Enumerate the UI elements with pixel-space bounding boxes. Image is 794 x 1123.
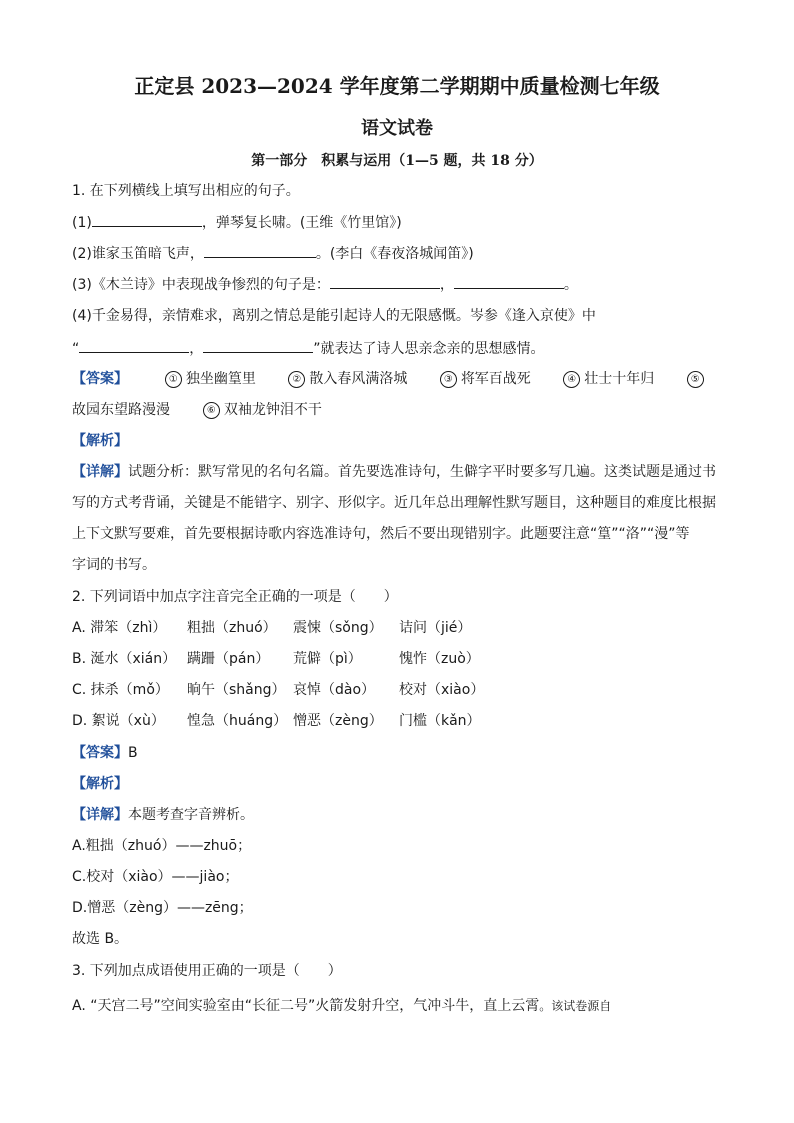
circled-number: ⑤ bbox=[687, 371, 704, 388]
q2-detail-line: D.憎恶（zèng）——zēng； bbox=[72, 900, 253, 916]
q1-item-2-text: (2)谁家玉笛暗飞声， bbox=[72, 246, 204, 262]
answer-item: ⑥ 双袖龙钟泪不干 bbox=[203, 402, 322, 418]
answer-tag: 【答案】 bbox=[72, 745, 128, 761]
q1-item-2 bbox=[72, 243, 722, 264]
exam-subtitle: 语文试卷 bbox=[361, 118, 433, 139]
q1-item-4-open: “ bbox=[72, 341, 80, 357]
q1-answer-line bbox=[72, 369, 722, 389]
answer-item: ③ 将军百战死 bbox=[440, 371, 531, 387]
answer-item: 故园东望路漫漫 bbox=[72, 402, 170, 418]
answer-item: ④ 壮士十年归 bbox=[563, 371, 654, 387]
q1-item-2-source: 。(李白《春夜洛城闻笛》) bbox=[315, 246, 474, 262]
q1-item-4-close: ”就表达了诗人思亲念亲的思想感情。 bbox=[313, 341, 545, 357]
q2-answer: B bbox=[128, 745, 138, 761]
q2-option-b: B. 涎水（xián） 蹒跚（pán） 荒僻（pì） 愧怍（zuò） bbox=[72, 651, 480, 667]
answer-blank[interactable] bbox=[454, 274, 564, 289]
q1-answer-line-2 bbox=[72, 400, 722, 420]
answer-item: ① 独坐幽篁里 bbox=[165, 371, 256, 387]
q2-detail-line: 故选 B。 bbox=[72, 931, 129, 947]
circled-number: ④ bbox=[563, 371, 580, 388]
q1-item-1 bbox=[72, 212, 722, 233]
q1-item-4: (4)千金易得，亲情难求，离别之情总是能引起诗人的无限感慨。岑参《逢入京使》中 bbox=[72, 308, 596, 324]
q1-item-3-sep: ， bbox=[439, 277, 454, 293]
q1-detail-line: 上下文默写要难，首先要根据诗歌内容选准诗句，然后不要出现错别字。此题要注意“篁”“洛”“漫”等 bbox=[72, 526, 690, 542]
q2-option-d: D. 絮说（xù） 惶急（huáng） 憎恶（zèng） 门槛（kǎn） bbox=[72, 713, 481, 729]
answer-item bbox=[687, 371, 708, 387]
q1-stem: 1. 在下列横线上填写出相应的句子。 bbox=[72, 183, 300, 199]
q2-answer-line bbox=[72, 743, 722, 763]
circled-number: ③ bbox=[440, 371, 457, 388]
q2-detail-line: A.粗拙（zhuó）——zhuō； bbox=[72, 838, 252, 854]
answer-blank[interactable] bbox=[79, 338, 189, 353]
q1-item-3 bbox=[72, 274, 722, 295]
exam-title: 正定县 2023—2024 学年度第二学期期中质量检测七年级 bbox=[134, 74, 660, 98]
answer-blank[interactable] bbox=[330, 274, 440, 289]
answer-blank[interactable] bbox=[203, 338, 313, 353]
circled-number: ② bbox=[288, 371, 305, 388]
answer-tag: 【答案】 bbox=[72, 371, 128, 387]
q3-stem: 3. 下列加点成语使用正确的一项是（ ） bbox=[72, 963, 342, 979]
detail-tag: 【详解】 bbox=[72, 464, 128, 480]
q1-detail-line: 字词的书写。 bbox=[72, 557, 156, 573]
analysis-tag: 【解析】 bbox=[72, 776, 128, 792]
q1-item-4-sep: ， bbox=[189, 341, 204, 357]
analysis-tag: 【解析】 bbox=[72, 433, 128, 449]
section-heading: 第一部分 积累与运用（1—5 题，共 18 分） bbox=[251, 153, 543, 169]
q1-item-4-blanks bbox=[72, 338, 722, 359]
q1-item-1-prefix: (1) bbox=[72, 215, 92, 231]
circled-number: ① bbox=[165, 371, 182, 388]
q1-item-3-text: (3)《木兰诗》中表现战争惨烈的句子是： bbox=[72, 277, 330, 293]
detail-tag: 【详解】 bbox=[72, 807, 128, 823]
q2-detail-line: C.校对（xiào）——jiào； bbox=[72, 869, 239, 885]
answer-blank[interactable] bbox=[204, 243, 316, 258]
watermark-text: 。该试卷源自 bbox=[539, 999, 612, 1013]
q2-option-c: C. 抹杀（mǒ） 晌午（shǎng） 哀悼（dào） 校对（xiào） bbox=[72, 682, 485, 698]
answer-blank[interactable] bbox=[92, 212, 202, 227]
q2-detail-line: 【详解】本题考查字音辨析。 bbox=[72, 807, 254, 823]
q1-detail-line: 【详解】试题分析：默写常见的名句名篇。首先要选准诗句，生僻字平时要多写几遍。这类试题是通过书 bbox=[72, 464, 716, 480]
q1-detail-line: 写的方式考背诵，关键是不能错字、别字、形似字。近几年总出理解性默写题目，这种题目的难度比根据 bbox=[72, 495, 716, 511]
q1-item-1-text: ，弹琴复长啸。(王维《竹里馆》) bbox=[201, 215, 402, 231]
q1-item-3-end: 。 bbox=[563, 277, 578, 293]
q2-option-a: A. 滞笨（zhì） 粗拙（zhuó） 震悚（sǒng） 诘问（jié） bbox=[72, 620, 472, 636]
q2-stem: 2. 下列词语中加点字注音完全正确的一项是（ ） bbox=[72, 589, 398, 605]
answer-item: ② 散入春风满洛城 bbox=[288, 371, 407, 387]
circled-number: ⑥ bbox=[203, 402, 220, 419]
q3-option-a: A. “天宫二号”空间实验室由“长征二号”火箭发射升空，气冲斗牛，直上云霄。该试卷源自 bbox=[72, 998, 612, 1014]
